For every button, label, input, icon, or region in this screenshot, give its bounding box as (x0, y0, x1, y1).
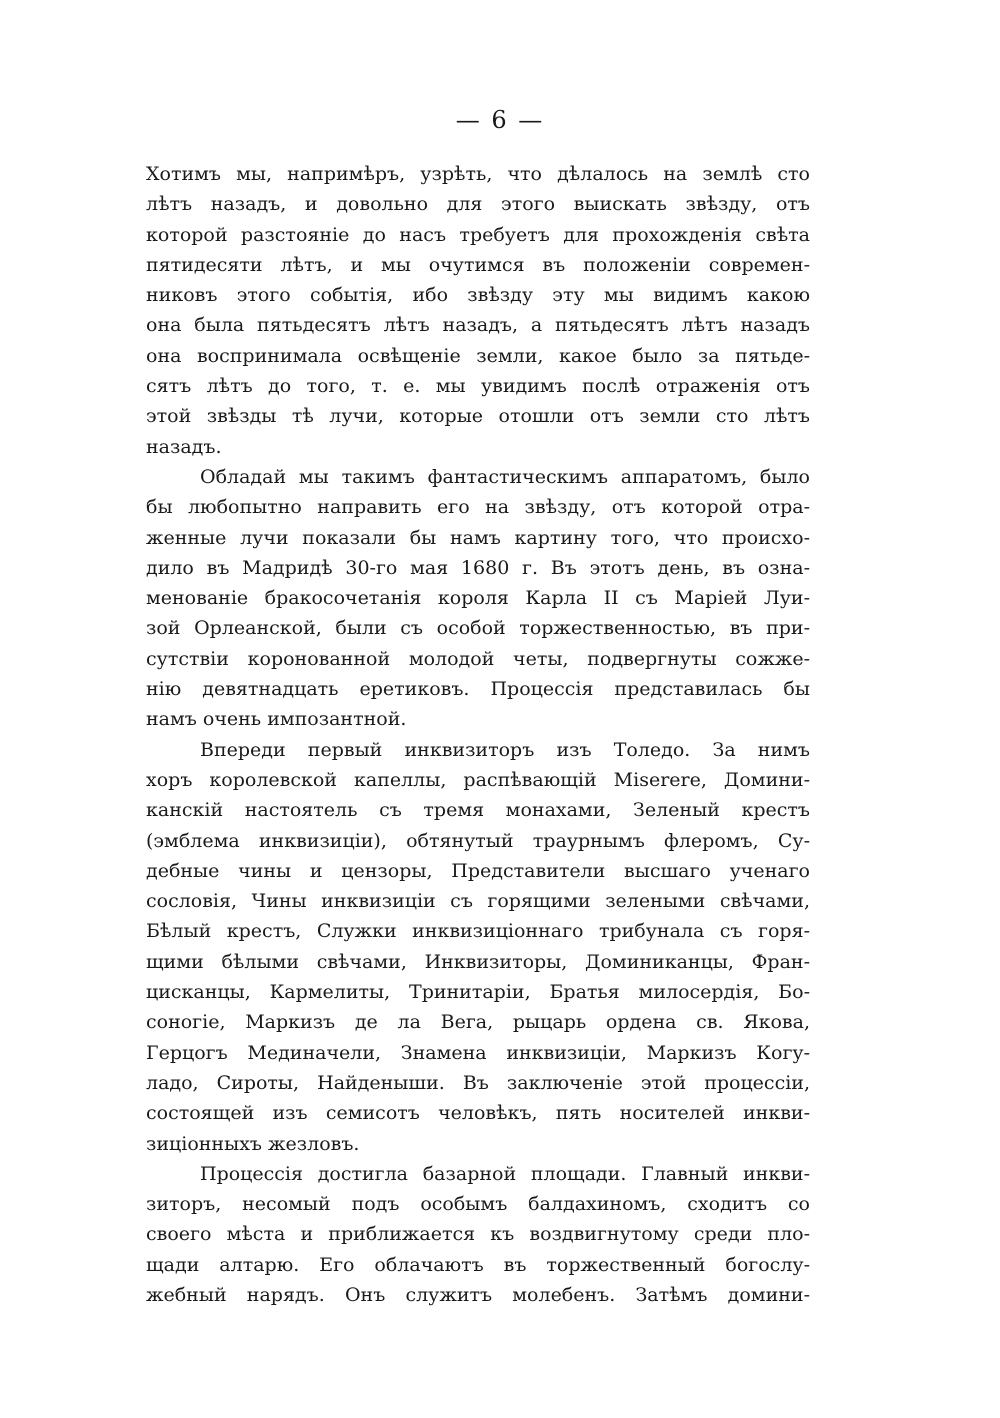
text-line: сутствіи коронованной молодой четы, подвергнуты сожже- (146, 647, 810, 670)
text-line: зиторъ, несомый подъ особымъ балдахиномъ, сходитъ со (146, 1193, 810, 1216)
text-line: соногіе, Маркизъ де ла Вега, рыцарь ордена св. Якова, (146, 1011, 810, 1034)
text-line: жебный нарядъ. Онъ служитъ молебенъ. Затѣмъ домини- (146, 1283, 810, 1306)
text-line: сятъ лѣтъ до того, т. е. мы увидимъ послѣ отраженія отъ (146, 375, 810, 398)
paragraph-start-line: Впереди первый инквизиторъ изъ Толедо. За нимъ (200, 738, 810, 761)
text-line: этой звѣзды тѣ лучи, которые отошли отъ земли сто лѣтъ (146, 405, 810, 428)
text-line: дило въ Мадридѣ 30-го мая 1680 г. Въ этотъ день, въ озна- (146, 556, 810, 579)
text-line: назадъ. (146, 435, 222, 458)
text-line: лѣтъ назадъ, и довольно для этого выискать звѣзду, отъ (146, 193, 810, 216)
text-line: пятидесяти лѣтъ, и мы очутимся въ положеніи современ- (146, 253, 810, 276)
text-line: зиціонныхъ жезловъ. (146, 1132, 360, 1155)
text-line: сословія, Чины инквизиціи съ горящими зелеными свѣчами, (146, 890, 810, 913)
text-line: Хотимъ мы, напримѣръ, узрѣть, что дѣлалось на землѣ сто (146, 163, 810, 185)
text-line: канскій настоятель съ тремя монахами, Зеленый крестъ (146, 799, 810, 822)
paragraph-start-line: Обладай мы такимъ фантастическимъ аппаратомъ, было (200, 465, 810, 488)
text-line: щади алтарю. Его облачаютъ въ торжественный богослу- (146, 1253, 810, 1276)
text-line: зой Орлеанской, были съ особой торжественностью, въ при- (146, 617, 810, 640)
text-line: никовъ этого событія, ибо звѣзду эту мы видимъ какою (146, 284, 810, 307)
text-line: цисканцы, Кармелиты, Тринитаріи, Братья милосердія, Бо- (146, 981, 810, 1004)
text-line: она воспринимала освѣщеніе земли, какое было за пятьде- (146, 344, 810, 367)
text-line: ладо, Сироты, Найденыши. Въ заключеніе этой процессіи, (146, 1071, 810, 1094)
text-line: менованіе бракосочетанія короля Карла II съ Маріей Луи- (146, 587, 810, 610)
text-line: своего мѣста и приближается къ воздвигнутому среди пло- (146, 1223, 810, 1246)
text-line: которой разстояніе до насъ требуетъ для прохожденія свѣта (146, 223, 810, 246)
text-line: намъ очень импозантной. (146, 708, 407, 731)
text-line: состоящей изъ семисотъ человѣкъ, пять носителей инкви- (146, 1102, 810, 1125)
paragraph-start-line: Процессія достигла базарной площади. Главный инкви- (200, 1162, 810, 1185)
text-line: она была пятьдесятъ лѣтъ назадъ, а пятьдесятъ лѣтъ назадъ (146, 314, 810, 337)
text-line: Герцогъ Мединачели, Знамена инквизиціи, Маркизъ Когу- (146, 1041, 810, 1064)
page-number: — 6 — (455, 106, 545, 134)
text-line: (эмблема инквизиціи), обтянутый траурнымъ флеромъ, Су- (146, 829, 810, 852)
text-line: щими бѣлыми свѣчами, Инквизиторы, Доминиканцы, Фран- (146, 950, 810, 973)
text-line: нію девятнадцать еретиковъ. Процессія представилась бы (146, 678, 810, 701)
text-body (146, 159, 810, 1310)
text-line: хоръ королевской капеллы, распѣвающій Miserere, Домини- (146, 768, 810, 791)
text-line: дебные чины и цензоры, Представители высшаго ученаго (146, 859, 810, 882)
text-line: Бѣлый крестъ, Служки инквизиціоннаго трибунала съ горя- (146, 920, 810, 943)
text-line: женные лучи показали бы намъ картину того, что происхо- (146, 526, 810, 549)
text-line: бы любопытно направить его на звѣзду, отъ которой отра- (146, 496, 810, 519)
